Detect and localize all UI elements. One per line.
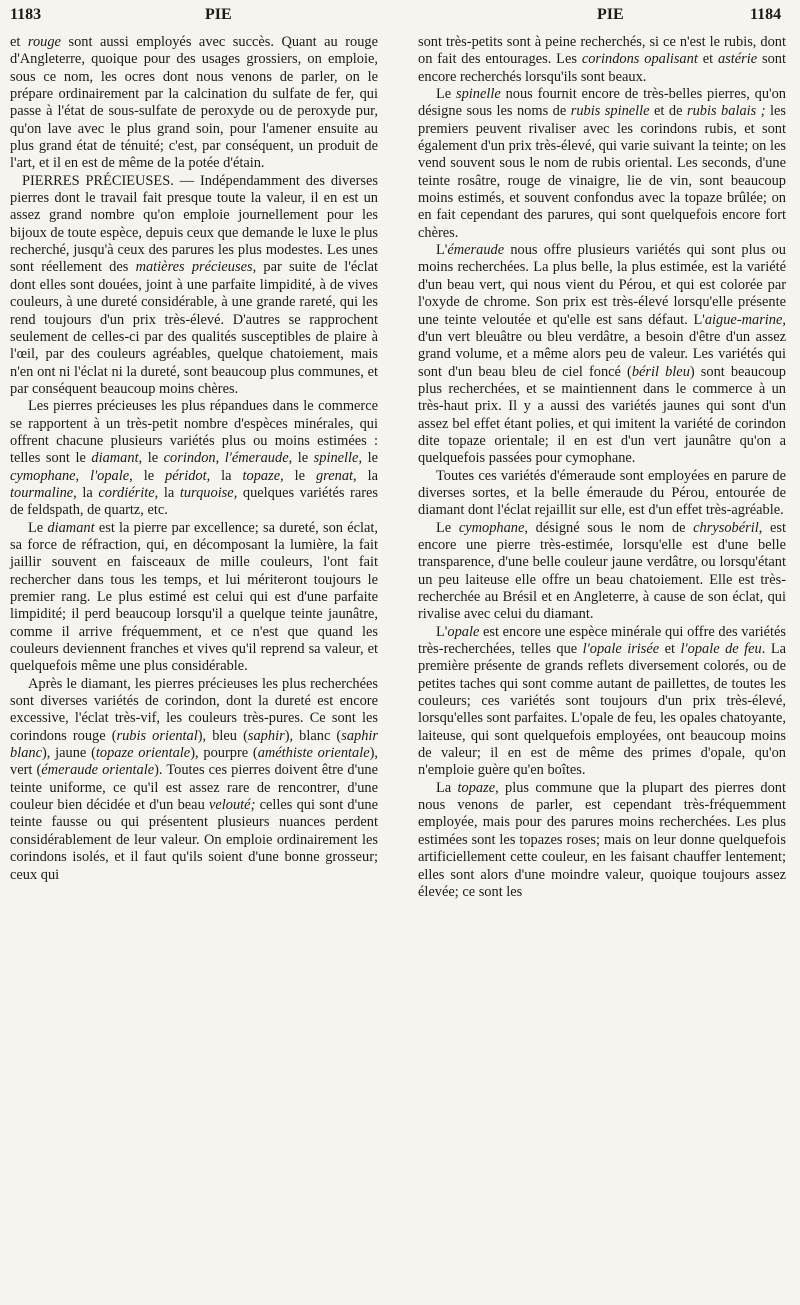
- italic-term: aigue-marine: [704, 311, 783, 328]
- text-run: ), jaune (: [41, 745, 96, 762]
- text-run: , quelques variétés rares de feldspath, de quartz, etc.: [10, 484, 379, 519]
- text-run: Le: [436, 86, 456, 103]
- text-run: ), vert (: [10, 745, 378, 779]
- italic-term: diamant: [47, 519, 95, 536]
- text-run: ,: [75, 467, 91, 484]
- italic-term: velouté;: [209, 797, 256, 814]
- text-run: , le: [129, 467, 166, 484]
- text-run: ,: [215, 450, 225, 467]
- paragraph: [418, 780, 786, 901]
- text-run: , le: [288, 450, 314, 467]
- italic-term: péridot: [165, 467, 207, 484]
- text-run: ). Toutes ces pierres doivent être d'une teinte uniforme, ce qu'il est assez rare de rencontrer, d'une couleur bien décidée et d'un beau: [10, 762, 379, 814]
- paragraph: [10, 520, 378, 676]
- text-run: , la: [154, 484, 180, 501]
- italic-term: spinelle: [456, 86, 501, 103]
- text-run: L': [436, 242, 448, 259]
- text-run: La: [436, 779, 458, 796]
- right-headword: PIE: [597, 6, 624, 23]
- italic-term: topaze orientale: [95, 745, 191, 762]
- italic-term: turquoise: [179, 484, 234, 501]
- right-text-column: [418, 34, 786, 901]
- italic-term: rubis oriental: [116, 727, 198, 744]
- italic-term: topaze: [242, 467, 281, 484]
- text-run: , la: [206, 467, 243, 484]
- text-run: Toutes ces variétés d'émeraude sont employées en parure de diverses sortes, et la belle émeraude du Pérou, entourée de diamant dont l'éclat rejaillit sur elle, est d'un effet très-agréable.: [418, 467, 786, 519]
- paragraph: [10, 398, 378, 519]
- text-run: Après le diamant, les pierres précieuses les plus recherchées sont diverses variétés de corindon, dont la dureté est encore excessive, l'éclat très-vif, les couleurs très-pures. Ce sont les corindons rouge (: [10, 675, 378, 744]
- italic-term: l'émeraude: [224, 450, 289, 467]
- paragraph: [418, 624, 786, 780]
- italic-term: émeraude orientale: [41, 762, 155, 779]
- italic-term: améthiste orientale: [257, 745, 370, 762]
- italic-term: topaze: [457, 779, 496, 796]
- paragraph: [418, 242, 786, 467]
- italic-term: chrysobéril: [693, 519, 759, 536]
- paragraph: [418, 86, 786, 242]
- italic-term: rouge: [27, 34, 61, 50]
- italic-term: opale: [447, 623, 480, 640]
- text-run: , plus commune que la plupart des pierres dont nous venons de parler, est cependant très-fréquemment employée, mais pour des parures moins recherchées. Les plus estimées sont les topazes roses; mais on leur donne quelquefois artificiellement cette couleur, en les faisant chauffer lentement; elles sont alors d'une moindre valeur, quoique toujours assez élevée; ce sont les: [418, 779, 786, 900]
- text-run: Les pierres précieuses les plus répandues dans le commerce se rapportent à un très-petit nombre d'espèces minérales, qui offrent chacune plusieurs variétés plus ou moins estimées : telles sont le: [10, 398, 378, 467]
- text-run: , la: [353, 467, 378, 484]
- text-run: les premiers peuvent rivaliser avec les corindons rubis, et sont également d'un prix très-élevé, qui varie suivant la teinte; on les vend souvent sous le nom de rubis oriental. Les seconds, d'une teinte rosâtre, rouge de vinaigre, lie de vin, sont beaucoup moins estimés, et souvent confondus avec la topaze brûlée; on en fait cependant des parures, qui sont quelquefois encore fort chères.: [418, 103, 786, 241]
- paragraph: [10, 676, 378, 884]
- italic-term: astérie: [717, 51, 758, 68]
- paragraph: [418, 520, 786, 624]
- italic-term: émeraude: [447, 242, 505, 259]
- running-header: [0, 4, 800, 30]
- text-run: est encore une espèce minérale qui offre des variétés très-recherchées, telles que: [418, 623, 786, 658]
- text-run: ), bleu (: [197, 727, 248, 744]
- paragraph: [418, 34, 786, 86]
- section-paragraph: [10, 173, 378, 398]
- italic-term: corindon: [163, 450, 216, 467]
- italic-term: spinelle: [313, 450, 359, 467]
- italic-term: l'opale irisée: [582, 641, 660, 658]
- paragraph: [418, 468, 786, 520]
- italic-term: l'opale de feu: [680, 641, 762, 658]
- text-run: sont très-petits sont à peine recherchés, si ce n'est le rubis, dont on fait des entourages. Les: [418, 34, 786, 68]
- text-run: Le: [436, 519, 459, 536]
- italic-term: béril bleu: [631, 363, 690, 380]
- italic-term: rubis spinelle: [570, 103, 650, 120]
- text-run: nous fournit encore de très-belles pierres, qu'on désigne sous les noms de: [418, 86, 786, 120]
- italic-term: cordiérite: [98, 484, 155, 501]
- text-run: , d'un vert bleuâtre ou bleu verdâtre, a besoin d'être d'un assez grand volume, et a même alors peu de valeur. Les variétés qui sont d'un beau bleu de ciel foncé (: [418, 311, 786, 380]
- italic-term: tourmaline: [10, 484, 74, 501]
- text-run: , désigné sous le nom de: [524, 519, 694, 536]
- text-run: PIERRES PRÉCIEUSES. — Indépendamment des diverses pierres dont le travail fait presque toute la valeur, il en est un assez grand nombre qu'on emploie journellement pour les bijoux de toute espèce, depuis ceux que demande le luxe le plus recherché, jusqu'à ceux des parures les plus modestes. Les unes sont réellement des: [10, 172, 378, 276]
- right-page-number: 1184: [750, 6, 782, 23]
- text-run: L': [436, 623, 448, 640]
- text-run: sont encore recherchés lorsqu'ils sont beaux.: [418, 51, 786, 85]
- left-text-column: [10, 34, 378, 884]
- left-page-number: 1183: [10, 6, 42, 23]
- italic-term: grenat: [315, 467, 354, 484]
- text-run: . La première présente de grands reflets diversement colorés, ou de petites taches qui sont comme autant de paillettes, de toutes les couleurs; ces variétés sont toujours d'un prix très-élevé, lorsqu'elles sont parfaites. L'opale de feu, les opales chatoyante, laiteuse, qui sont quelquefois employées, ont beaucoup moins de valeur; il en est de même des primes d'opale, qu'on n'emploie guère qu'en boîtes.: [418, 641, 786, 779]
- text-run: est la pierre par excellence; sa dureté, son éclat, sa force de réfraction, qui, en décomposant la lumière, la fait jaillir souvent en faisceaux de mille couleurs, l'ont fait rechercher dans tous les temps, et lui mériteront toujours le premier rang. Le plus estimé est celui qui est d'une parfaite limpidité; il perd beaucoup lorsqu'il a quelque teinte jaunâtre, comme il arrive fréquemment, et ce n'est que quand les couleurs deviennent franches et vives qu'il reprend sa valeur, et quelquefois même une plus considérable.: [10, 519, 378, 675]
- text-run: sont aussi employés avec succès. Quant au rouge d'Angleterre, quoique pour des usages grossiers, on emploie, sous ce nom, les ocres dont nous venons de parler, on le prépare ordinairement par la calcination du sulfate de fer, qui passe à l'état de sous-sulfate de peroxyde ou de peroxyde pur, qu'on lave avec le plus grand soin, pour l'amener ensuite au plus grand état de ténuité; c'est, par conséquent, un produit de l'art, et il en est de même de la potée d'étain.: [10, 34, 379, 172]
- text-run: et: [10, 34, 28, 50]
- italic-term: corindons opalisant: [581, 51, 698, 68]
- text-run: ), blanc (: [284, 727, 342, 744]
- text-run: et de: [649, 103, 687, 120]
- text-run: , la: [73, 484, 99, 501]
- italic-term: saphir blanc: [10, 727, 379, 762]
- italic-term: cymophane: [458, 519, 525, 536]
- text-run: ) sont beaucoup plus recherchées, et se maintiennent dans le commerce à un très-haut prix. Il y a aussi des variétés jaunes qui sont d'un assez bel effet étant polies, et qui imitent la variété de corindon dite topaze orientale; il en est d'un vert jaunâtre qu'on a quelquefois passées pour cymophane.: [418, 363, 786, 467]
- text-run: et: [697, 51, 718, 68]
- paragraph: [10, 34, 378, 173]
- text-run: et: [659, 641, 681, 658]
- left-headword: PIE: [205, 6, 232, 23]
- text-run: nous offre plusieurs variétés qui sont plus ou moins recherchées. La plus belle, la plus estimée, est la variété d'un beau vert, qui nous vient du Pérou, et qui est colorée par l'oxyde de chrome. Son prix est très-élevé lorsqu'elle présente une teinte veloutée et qu'elle est sans défaut. L': [418, 242, 786, 328]
- text-run: , le: [138, 450, 164, 467]
- text-run: celles qui sont d'une teinte fausse ou qui présentent plusieurs nuances perdent considérablement de leur valeur. On emploie ordinairement les corindons isolés, et il faut qu'ils soient d'une bonne grosseur; ceux qui: [10, 797, 379, 883]
- text-run: , le: [358, 450, 378, 467]
- text-run: , par suite de l'éclat dont elles sont douées, joint à une parfaite limpidité, à de vives couleurs, à une dureté considérable, à une grande rareté, qui les rend toujours d'un prix très-élevé. D'autres se rapprochent seulement de celles-ci par des qualités susceptibles de plaire à l'œil, par des couleurs agréables, quelque chatoiement, mais n'en ont ni l'éclat ni la dureté, sont beaucoup plus communes, et par conséquent beaucoup moins chères.: [10, 259, 378, 397]
- italic-term: saphir: [247, 727, 285, 744]
- text-run: ), pourpre (: [190, 745, 258, 762]
- text-run: Le: [28, 519, 48, 536]
- italic-term: l'opale: [90, 467, 130, 484]
- italic-term: matières précieuses: [135, 259, 253, 276]
- text-run: , le: [280, 467, 316, 484]
- text-run: , est encore une pierre très-estimée, lorsqu'elle est d'une belle transparence, d'une belle couleur jaune verdâtre, ou lorsqu'étant un peu laiteuse elle offre un beau chatoiement. Elle est très-recherchée au Brésil et en Angleterre, à cause de son éclat, qui rivalise avec celui du diamant.: [418, 519, 786, 623]
- italic-term: rubis balais ;: [686, 103, 766, 120]
- italic-term: cymophane: [10, 467, 76, 484]
- italic-term: diamant: [91, 450, 139, 467]
